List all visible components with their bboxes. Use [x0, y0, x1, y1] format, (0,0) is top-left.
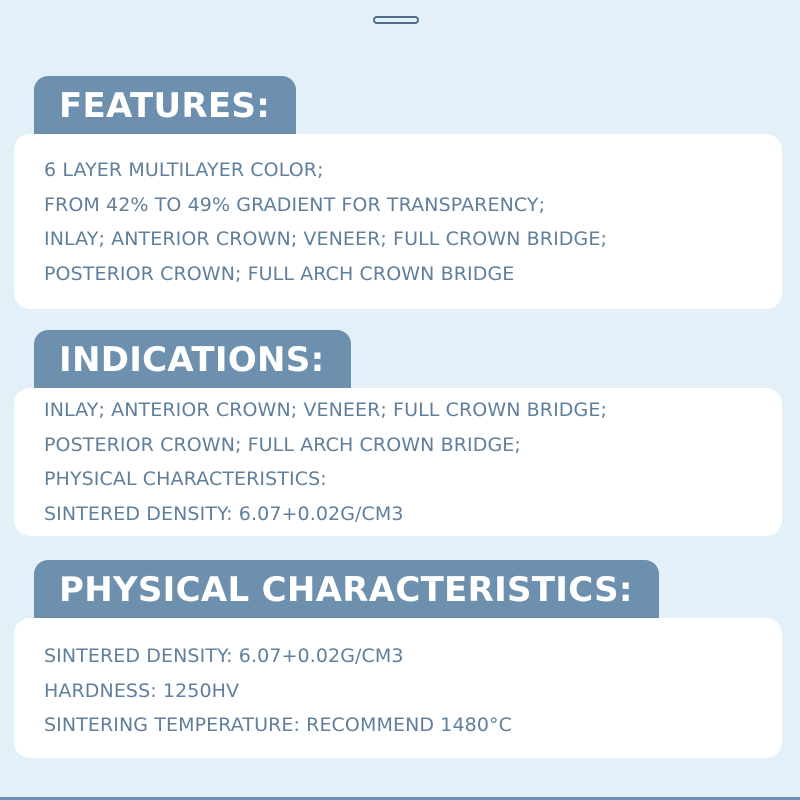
features-line-2: FROM 42% TO 49% GRADIENT FOR TRANSPARENCY;: [44, 193, 546, 216]
drag-handle[interactable]: [373, 16, 419, 24]
physical-line-2: HARDNESS: 1250HV: [44, 679, 240, 702]
features-line-3: INLAY; ANTERIOR CROWN; VENEER; FULL CROWN BRIDGE;: [44, 228, 607, 250]
indications-line-2: POSTERIOR CROWN; FULL ARCH CROWN BRIDGE;: [44, 433, 521, 456]
indications-line-3: PHYSICAL CHARACTERISTICS:: [44, 468, 327, 490]
physical-line-1: SINTERED DENSITY: 6.07+0.02G/CM3: [44, 645, 404, 667]
features-card: [14, 134, 782, 309]
indications-line-4: SINTERED DENSITY: 6.07+0.02G/CM3: [44, 502, 404, 525]
indications-line-1: INLAY; ANTERIOR CROWN; VENEER; FULL CROWN BRIDGE;: [44, 399, 607, 421]
physical-card: [14, 618, 782, 758]
physical-line-3: SINTERING TEMPERATURE: RECOMMEND 1480°C: [44, 714, 512, 736]
physical-title: PHYSICAL CHARACTERISTICS:: [34, 560, 659, 620]
features-line-4: POSTERIOR CROWN; FULL ARCH CROWN BRIDGE: [44, 262, 515, 285]
features-line-1: 6 LAYER MULTILAYER COLOR;: [44, 159, 324, 181]
features-title: FEATURES:: [34, 76, 296, 136]
indications-title: INDICATIONS:: [34, 330, 351, 390]
indications-card: [14, 388, 782, 536]
